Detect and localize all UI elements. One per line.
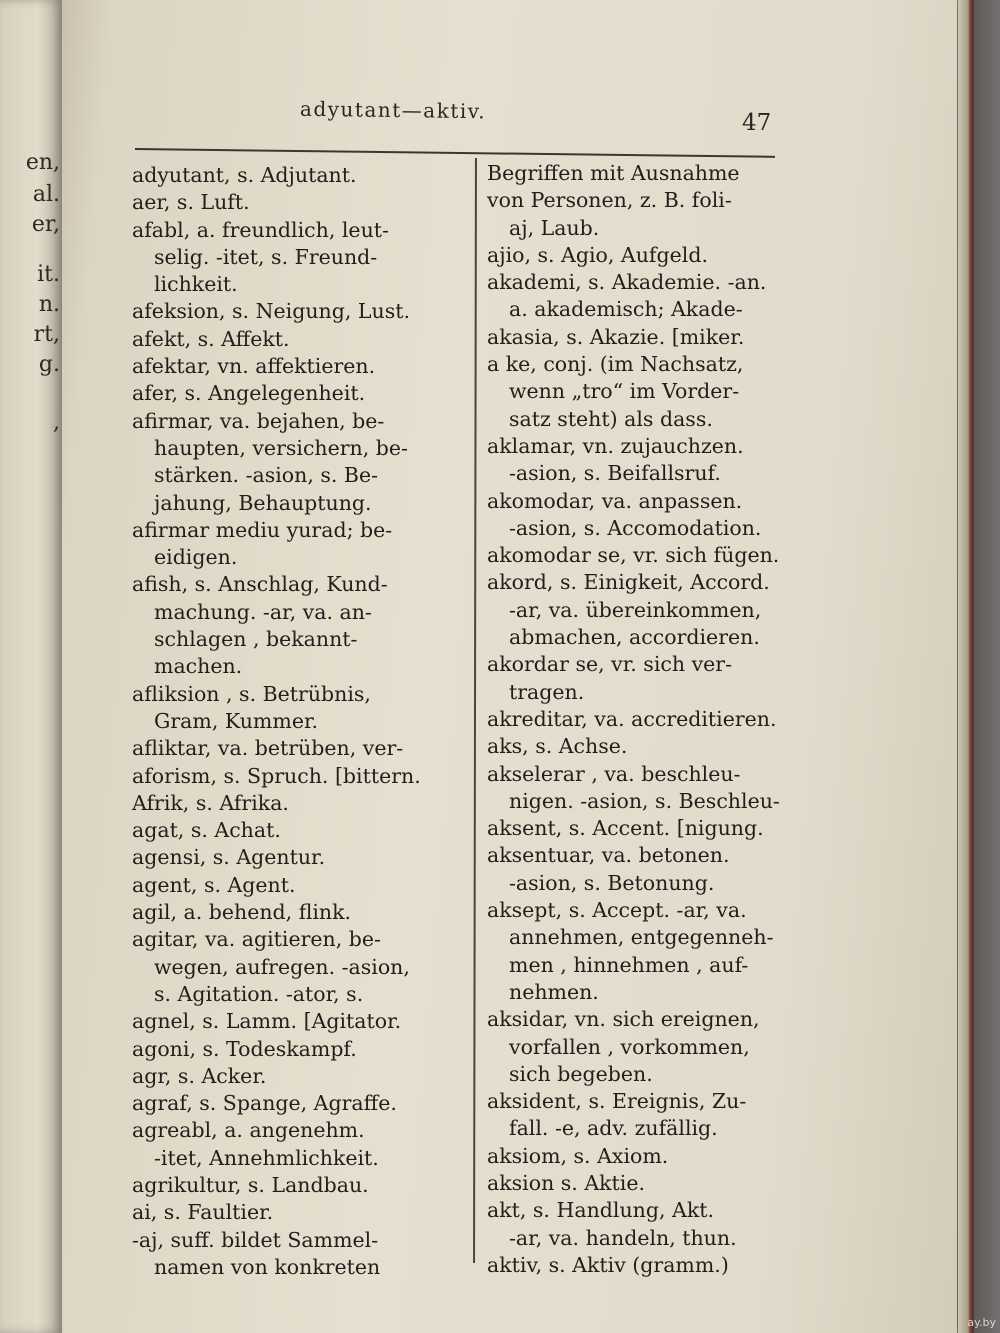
dictionary-line: afekt, s. Affekt. [132, 326, 290, 351]
running-head: adyutant—aktiv. [299, 96, 487, 124]
left-page-fragment: en, [25, 150, 60, 175]
dictionary-line: -ar, va. handeln, thun. [509, 1225, 737, 1250]
dictionary-line: agitar, va. agitieren, be- [132, 927, 381, 952]
dictionary-line: agoni, s. Todeskampf. [132, 1036, 357, 1061]
dictionary-line: namen von konkreten [154, 1254, 381, 1279]
dictionary-line: aksident, s. Ereignis, Zu- [487, 1089, 747, 1114]
dictionary-line: agent, s. Agent. [132, 872, 296, 897]
dictionary-line: abmachen, accordieren. [509, 625, 760, 650]
dictionary-line: -aj, suff. bildet Sammel- [132, 1227, 379, 1252]
dictionary-line: -asion, s. Accomodation. [509, 515, 762, 540]
dictionary-line: tragen. [509, 679, 585, 704]
dictionary-line: ajio, s. Agio, Aufgeld. [487, 242, 708, 267]
dictionary-line: akord, s. Einigkeit, Accord. [487, 570, 770, 595]
dictionary-line: afektar, vn. affektieren. [132, 354, 376, 379]
left-page-fragment: al. [32, 182, 60, 207]
dictionary-line: aksentuar, va. betonen. [487, 843, 730, 868]
dictionary-line: sich begeben. [509, 1061, 653, 1086]
dictionary-line: agil, a. behend, flink. [132, 900, 352, 925]
dictionary-line: vorfallen , vorkommen, [509, 1034, 750, 1059]
dictionary-line: a. akademisch; Akade- [509, 297, 743, 322]
dictionary-line: afish, s. Anschlag, Kund- [132, 572, 388, 597]
dictionary-line: agrikultur, s. Landbau. [132, 1172, 369, 1197]
dictionary-line: afabl, a. freundlich, leut- [132, 217, 389, 242]
dictionary-line: -asion, s. Betonung. [509, 870, 715, 895]
dictionary-line: stärken. -asion, s. Be- [154, 463, 379, 488]
dictionary-line: machung. -ar, va. an- [154, 599, 372, 624]
dictionary-line: aklamar, vn. zujauchzen. [487, 433, 744, 458]
dictionary-line: wenn „tro“ im Vorder- [509, 379, 740, 404]
dictionary-line: agr, s. Acker. [132, 1063, 267, 1088]
dictionary-line: von Personen, z. B. foli- [487, 188, 732, 213]
dictionary-line: akomodar, va. anpassen. [487, 488, 743, 513]
dictionary-line: nigen. -asion, s. Beschleu- [509, 788, 780, 813]
dictionary-line: aktiv, s. Aktiv (gramm.) [487, 1252, 729, 1277]
dictionary-line: fall. -e, adv. zufällig. [509, 1116, 718, 1141]
left-page-fragment: it. [37, 262, 60, 287]
dictionary-line: schlagen , bekannt- [154, 627, 358, 652]
dictionary-line: akasia, s. Akazie. [miker. [487, 324, 745, 349]
dictionary-line: agreabl, a. angenehm. [132, 1118, 365, 1143]
dictionary-line: akt, s. Handlung, Akt. [487, 1198, 714, 1223]
page-stack-edge [958, 0, 974, 1333]
dictionary-line: akreditar, va. accreditieren. [487, 706, 777, 731]
dictionary-line: agensi, s. Agentur. [132, 845, 326, 870]
dictionary-line: aj, Laub. [509, 215, 600, 240]
dictionary-line: nehmen. [509, 979, 599, 1004]
dictionary-line: machen. [154, 654, 243, 679]
left-page-fragment: g. [38, 352, 60, 377]
page-number: 47 [742, 110, 772, 136]
right-column [487, 160, 792, 1279]
book-cover [974, 0, 1000, 1333]
dictionary-line: aksept, s. Accept. -ar, va. [487, 898, 747, 923]
dictionary-line: Begriffen mit Ausnahme [487, 161, 740, 185]
dictionary-line: aksion s. Aktie. [487, 1170, 646, 1195]
left-page-fragment: , [53, 410, 60, 435]
dictionary-line: akomodar se, vr. sich fügen. [487, 543, 780, 568]
dictionary-line: afliksion , s. Betrübnis, [132, 681, 371, 706]
dictionary-line: a ke, conj. (im Nachsatz, [487, 352, 744, 377]
dictionary-line: afer, s. Angelegenheit. [132, 381, 366, 406]
dictionary-line: satz steht) als dass. [509, 406, 713, 431]
dictionary-line: Afrik, s. Afrika. [132, 790, 289, 815]
dictionary-line: agnel, s. Lamm. [Agitator. [132, 1009, 402, 1034]
left-page-fragment: rt, [33, 322, 60, 347]
dictionary-line: aforism, s. Spruch. [bittern. [132, 763, 421, 788]
dictionary-line: aks, s. Achse. [487, 734, 628, 759]
left-column [132, 162, 464, 1281]
dictionary-line: aksidar, vn. sich ereignen, [487, 1007, 760, 1032]
dictionary-line: adyutant, s. Adjutant. [132, 163, 357, 187]
dictionary-line: ai, s. Faultier. [132, 1200, 274, 1225]
dictionary-line: afeksion, s. Neigung, Lust. [132, 299, 410, 324]
dictionary-line: -itet, Annehmlichkeit. [154, 1145, 379, 1170]
dictionary-line: jahung, Behauptung. [154, 490, 372, 515]
left-page-fragment: er, [31, 212, 60, 237]
dictionary-line: akselerar , va. beschleu- [487, 761, 741, 786]
dictionary-line: afirmar mediu yurad; be- [132, 517, 393, 542]
dictionary-line: s. Agitation. -ator, s. [154, 981, 364, 1006]
dictionary-line: akordar se, vr. sich ver- [487, 652, 733, 677]
dictionary-line: lichkeit. [154, 272, 238, 297]
dictionary-line: afirmar, va. bejahen, be- [132, 408, 385, 433]
dictionary-line: afliktar, va. betrüben, ver- [132, 736, 404, 761]
dictionary-line: men , hinnehmen , auf- [509, 952, 749, 977]
left-page-edge [0, 0, 62, 1333]
dictionary-line: annehmen, entgegenneh- [509, 925, 774, 950]
watermark: ay.by [967, 1316, 996, 1329]
dictionary-line: eidigen. [154, 545, 238, 570]
dictionary-line: agraf, s. Spange, Agraffe. [132, 1091, 397, 1116]
dictionary-line: -asion, s. Beifallsruf. [509, 461, 721, 486]
dictionary-line: haupten, versichern, be- [154, 435, 408, 460]
dictionary-line: wegen, aufregen. -asion, [154, 954, 410, 979]
left-page-fragment: n. [38, 292, 60, 317]
dictionary-line: akademi, s. Akademie. -an. [487, 270, 767, 295]
dictionary-line: aksent, s. Accent. [nigung. [487, 816, 764, 841]
dictionary-line: agat, s. Achat. [132, 818, 281, 843]
dictionary-line: aer, s. Luft. [132, 190, 250, 215]
dictionary-line: Gram, Kummer. [154, 708, 319, 733]
dictionary-line: selig. -itet, s. Freund- [154, 244, 378, 269]
dictionary-line: -ar, va. übereinkommen, [509, 597, 762, 622]
dictionary-line: aksiom, s. Axiom. [487, 1143, 669, 1168]
